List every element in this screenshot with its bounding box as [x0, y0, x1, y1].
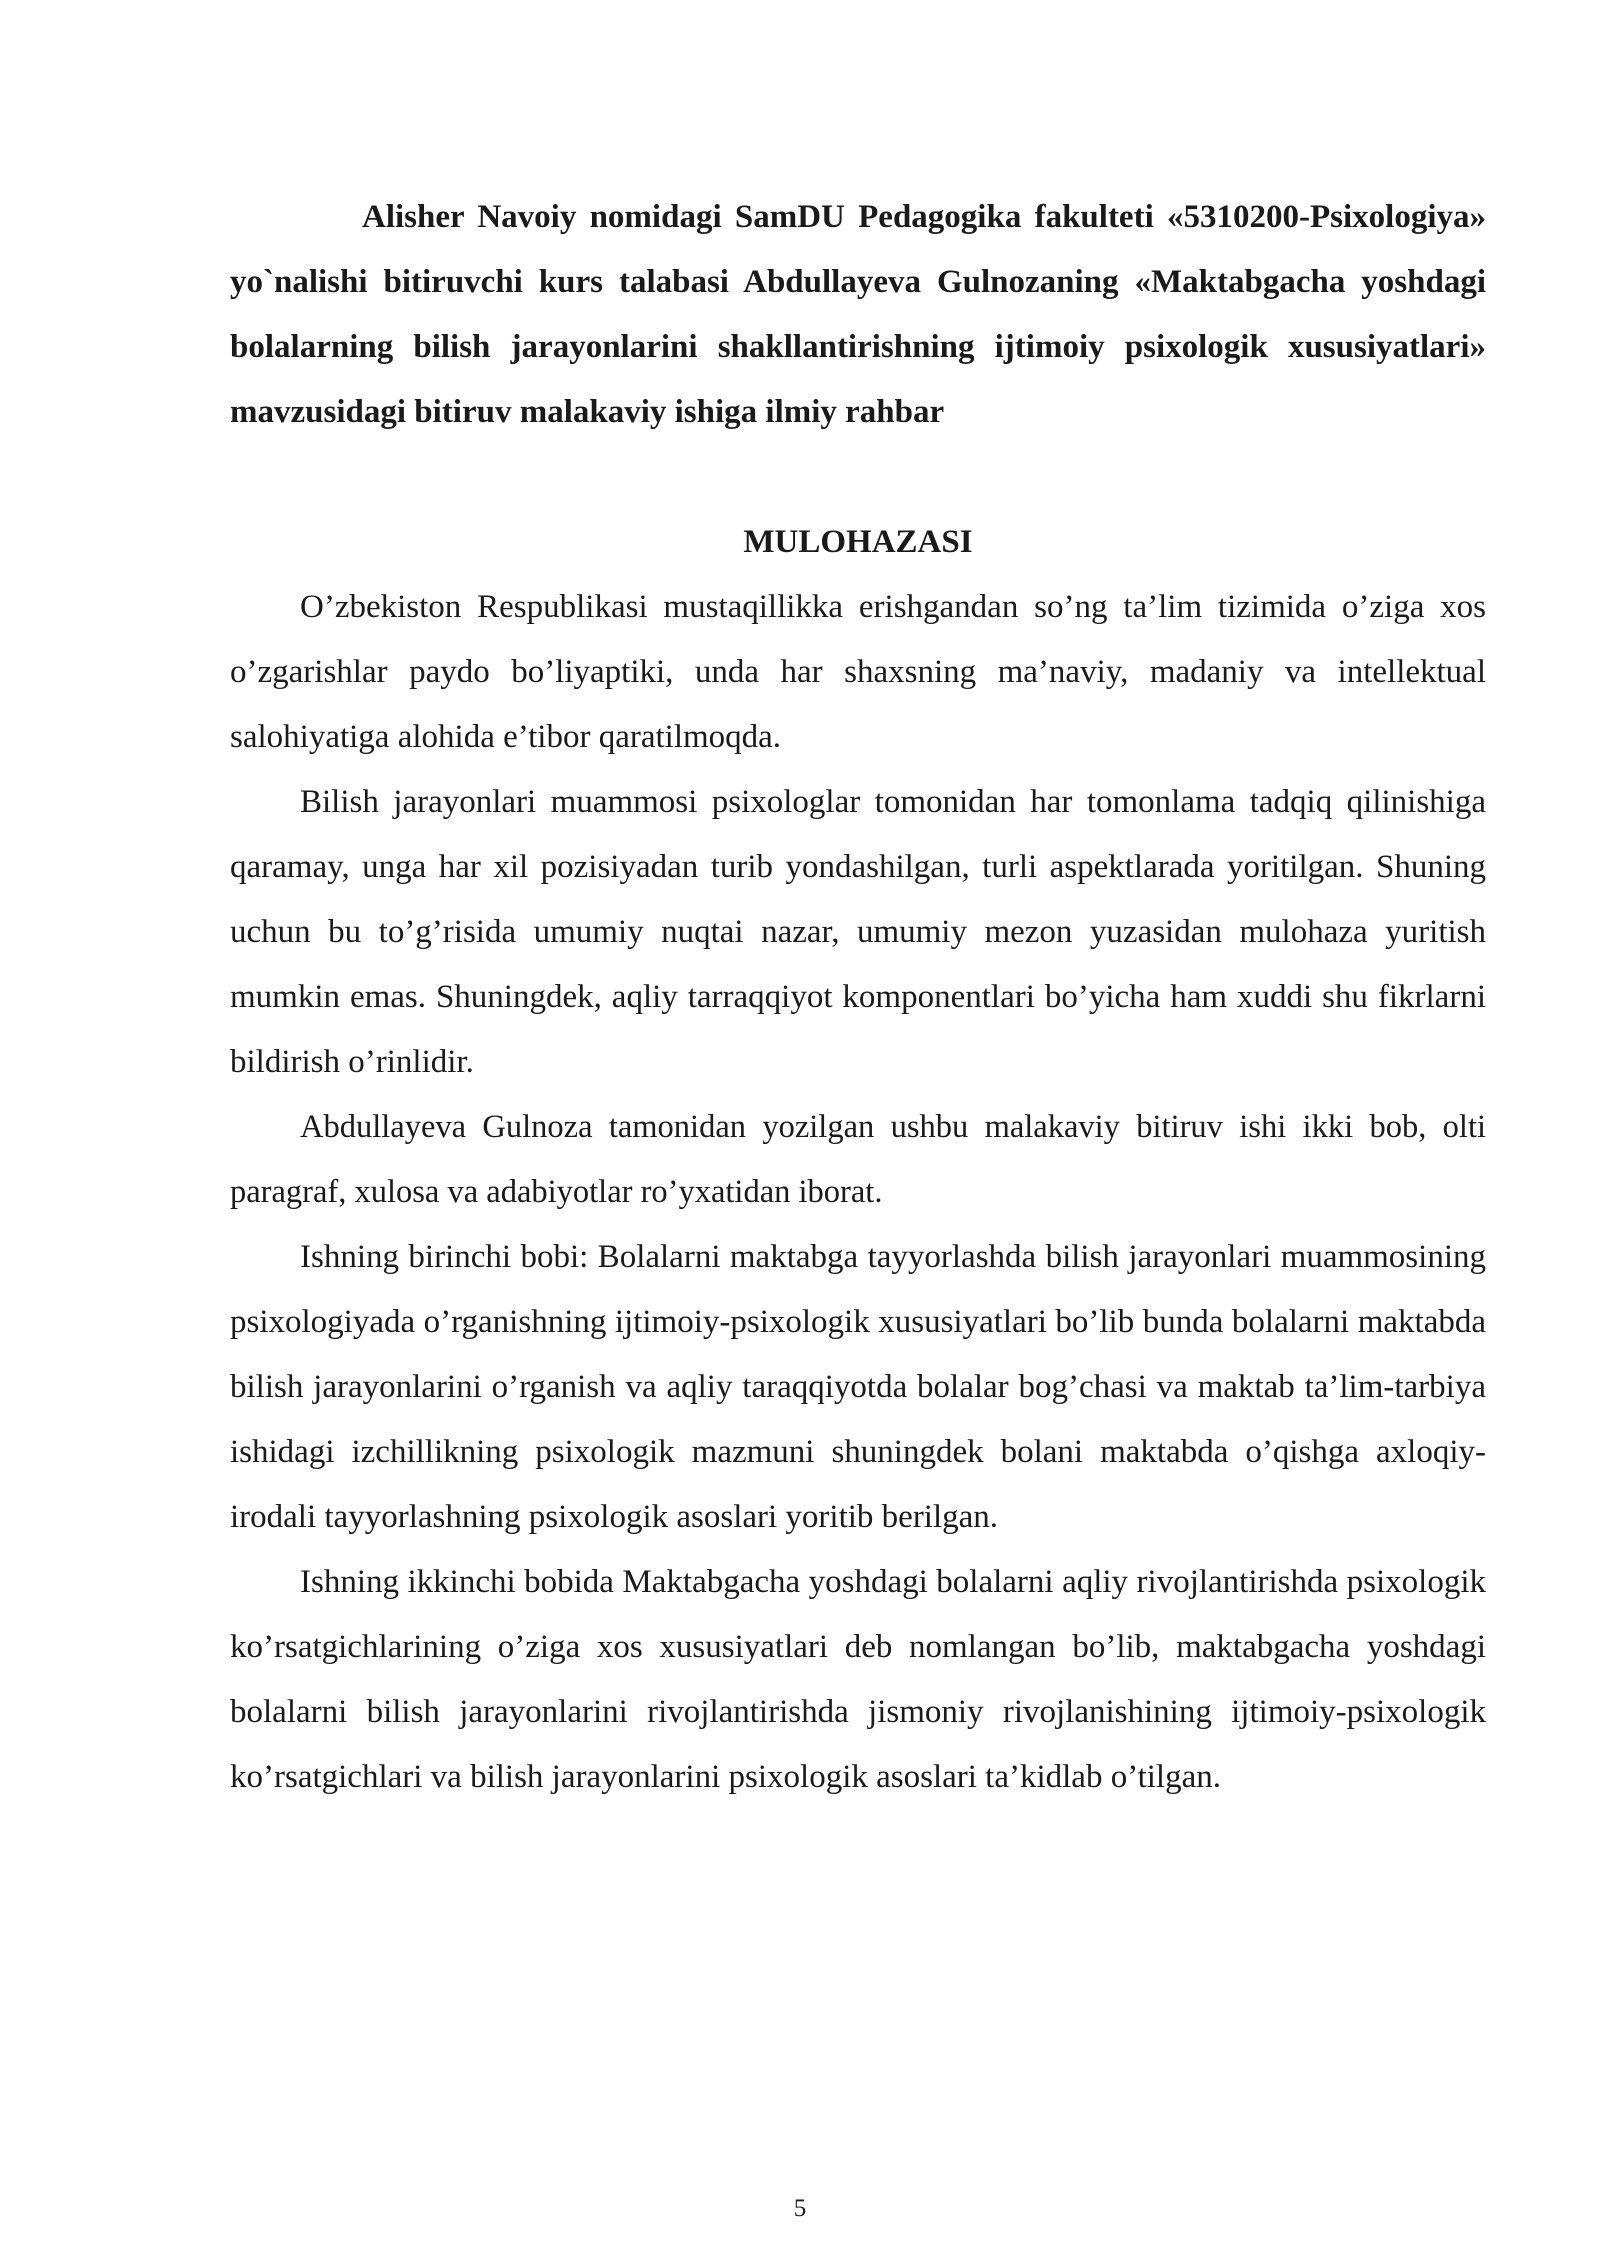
- paragraph-5: Ishning ikkinchi bobida Maktabgacha yoshdagi bolalarni aqliy rivojlantirishda psixologik ko’rsatgichlarining o’ziga xos xususiyatlari deb nomlangan bo’lib, maktabgacha yoshdagi bolalarni bilish jarayonlarini rivojlantirishda jismoniy rivojlanishining ijtimoiy-psixologik ko’rsatgichlari va bilish jarayonlarini psixologik asoslari ta’kidlab o’tilgan.: [230, 1564, 1486, 1795]
- paragraph-1: O’zbekiston Respublikasi mustaqillikka erishgandan so’ng ta’lim tizimida o’ziga xos o’zgarishlar paydo bo’liyaptiki, unda har shaxsning ma’naviy, madaniy va intellektual salohiyatiga alohida e’tibor qaratilmoqda.: [230, 589, 1486, 755]
- paragraph-4: Ishning birinchi bobi: Bolalarni maktabga tayyorlashda bilish jarayonlari muammosining psixologiyada o’rganishning ijtimoiy-psixologik xususiyatlari bo’lib bunda bolalarni maktabda bilish jarayonlarini o’rganish va aqliy taraqqiyotda bolalar bog’chasi va maktab ta’lim-tarbiya ishidagi izchillikning psixologik mazmuni shuningdek bolani maktabda o’qishga axloqiy-irodali tayyorlashning psixologik asoslari yoritib berilgan.: [230, 1239, 1486, 1535]
- paragraph-3: Abdullayeva Gulnoza tamonidan yozilgan ushbu malakaviy bitiruv ishi ikki bob, olti paragraf, xulosa va adabiyotlar ro’yxatidan iborat.: [230, 1109, 1486, 1210]
- document-title: MULOHAZASI: [743, 524, 973, 560]
- paragraph-2: Bilish jarayonlari muammosi psixologlar tomonidan har tomonlama tadqiq qilinishiga qaramay, unga har xil pozisiyadan turib yondashilgan, turli aspektlarada yoritilgan. Shuning uchun bu to’g’risida umumiy nuqtai nazar, umumiy mezon yuzasidan mulohaza yuritish mumkin emas. Shuningdek, aqliy tarraqqiyot komponentlari bo’yicha ham xuddi shu fikrlarni bildirish o’rinlidir.: [230, 784, 1486, 1080]
- header-paragraph: Alisher Navoiy nomidagi SamDU Pedagogika fakulteti «5310200-Psixologiya» yo`nalishi bitiruvchi kurs talabasi Abdullayeva Gulnozaning «Maktabgacha yoshdagi bolalarning bilish jarayonlarini shakllantirishning ijtimoiy psixologik xususiyatlari» mavzusidagi bitiruv malakaviy ishiga ilmiy rahbar: [230, 199, 1486, 430]
- page-number: 5: [793, 2195, 807, 2222]
- document-body: [230, 575, 1486, 1810]
